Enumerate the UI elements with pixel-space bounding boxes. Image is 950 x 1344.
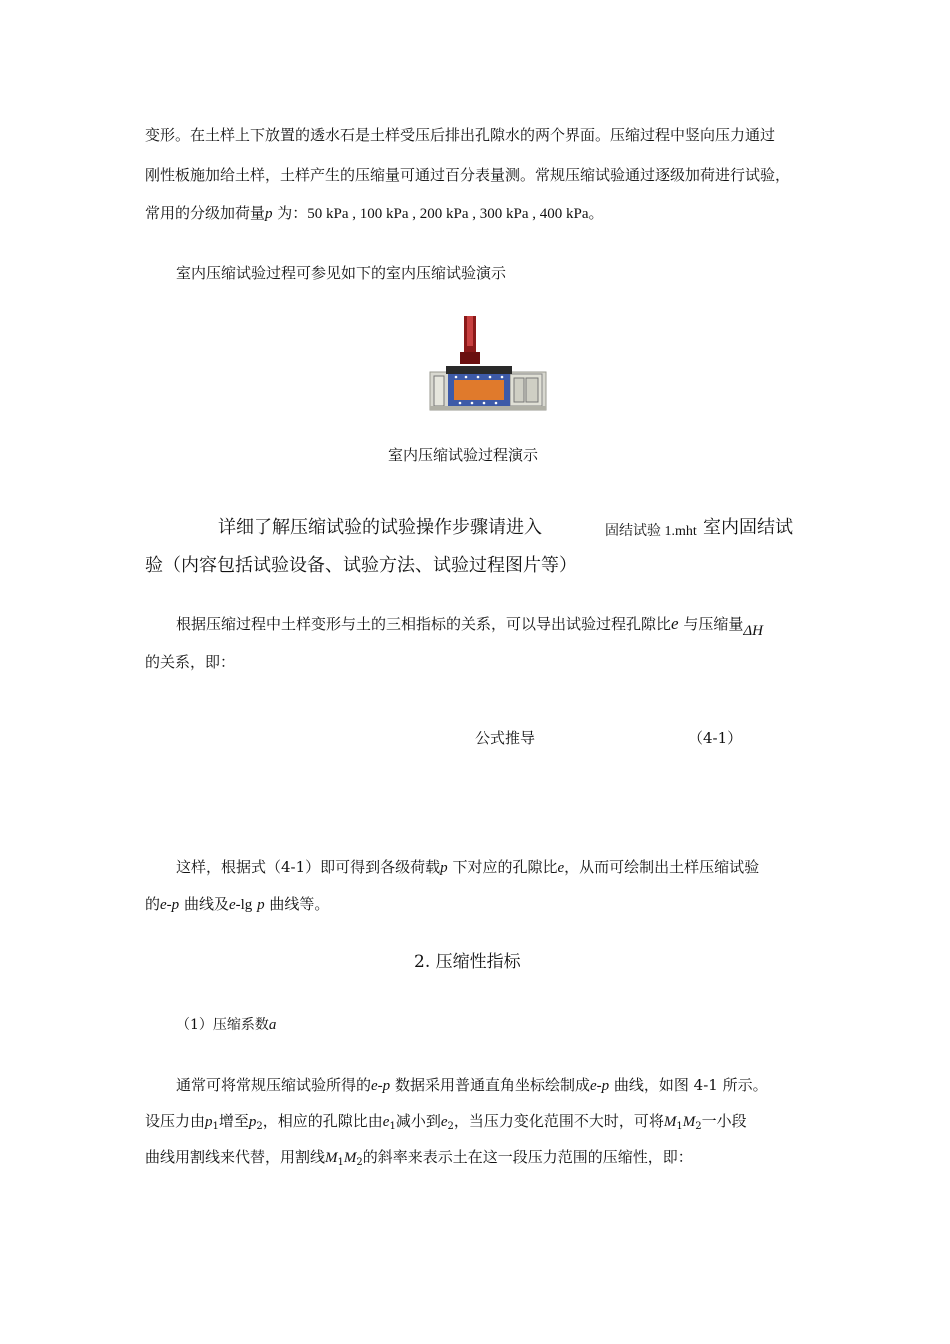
var-e: e	[382, 1114, 390, 1130]
text-run: 这样，根据式（4-1）即可得到各级荷载	[176, 858, 441, 876]
var-delta-h: ΔH	[743, 623, 763, 639]
text-run: ，从而可绘制出土样压缩试验	[564, 858, 760, 876]
text-run: 与压缩量	[678, 615, 744, 633]
subsection-title	[176, 1014, 276, 1034]
var-e-p: e-p	[160, 897, 180, 913]
link-consolidation-test-file[interactable]: 固结试验 1.mht	[605, 524, 697, 539]
apparatus-illustration	[426, 316, 550, 414]
text-run: 通常可将常规压缩试验所得的	[176, 1076, 372, 1094]
paragraph-1-line-3	[145, 202, 604, 223]
var-m: M	[663, 1114, 677, 1130]
var-p: p	[248, 1114, 257, 1130]
var-e: e	[557, 860, 565, 876]
section-title: 2. 压缩性指标	[414, 952, 521, 972]
subscript: 1	[676, 1121, 683, 1132]
var-a: a	[268, 1017, 277, 1033]
subscript: 1	[389, 1121, 396, 1132]
var-e-p: e-p	[371, 1078, 391, 1094]
paragraph-4-line-1	[176, 613, 763, 639]
text-run: 曲线，如图 4-1 所示。	[609, 1076, 768, 1094]
var-e: e	[671, 614, 679, 633]
paragraph-2: 室内压缩试验过程可参见如下的室内压缩试验演示	[176, 264, 507, 282]
formula-label: 公式推导	[475, 729, 536, 747]
var-m: M	[682, 1114, 696, 1130]
text-run: 设压力由	[145, 1112, 206, 1130]
paragraph-6-line-2	[145, 1110, 747, 1132]
text-run: 的斜率来表示土在这一段压力范围的压缩性，即：	[362, 1148, 693, 1166]
paragraph-3-line-1: 详细了解压缩试验的试验操作步骤请进入	[218, 517, 542, 538]
text-run: ，当压力变化范围不大时，可将	[453, 1112, 664, 1130]
text-run: 增至	[218, 1112, 249, 1130]
figure-caption: 室内压缩试验过程演示	[388, 446, 539, 464]
var-p: p	[257, 897, 265, 913]
formula-number: （4-1）	[688, 729, 743, 747]
text-run: 下对应的孔隙比	[447, 858, 558, 876]
var-e: e	[440, 1114, 448, 1130]
paragraph-3-line-1-end: 室内固结试	[703, 517, 793, 538]
subscript: 1	[212, 1121, 219, 1132]
text-run: 根据压缩过程中土样变形与土的三相指标的关系，可以导出试验过程孔隙比	[176, 615, 672, 633]
var-m: M	[343, 1150, 357, 1166]
paragraph-3-line-2: 验（内容包括试验设备、试验方法、试验过程图片等）	[145, 555, 577, 576]
var-e-p: e-p	[589, 1078, 610, 1094]
subscript: 2	[447, 1121, 454, 1132]
text-run: 一小段	[701, 1112, 747, 1130]
var-p: p	[440, 860, 448, 876]
subscript: 2	[695, 1121, 702, 1132]
var-m: M	[325, 1150, 338, 1166]
text-run: 常用的分级加荷量	[145, 204, 266, 222]
paragraph-1-line-1: 变形。在土样上下放置的透水石是土样受压后排出孔隙水的两个界面。压缩过程中竖向压力通过	[145, 126, 776, 144]
text-run: 的	[145, 895, 161, 913]
consolidation-apparatus-figure[interactable]	[426, 316, 550, 414]
text-run: （1）压缩系数	[176, 1017, 269, 1033]
paragraph-1-line-2: 刚性板施加给土样，土样产生的压缩量可通过百分表量测。常规压缩试验通过逐级加荷进行试验，	[145, 166, 791, 184]
text-run: 数据采用普通直角坐标绘制成	[390, 1076, 590, 1094]
text-run: 减小到	[395, 1112, 441, 1130]
var-e: e	[228, 897, 236, 913]
paragraph-6-line-1	[176, 1074, 768, 1095]
text-run: 曲线及	[179, 895, 229, 913]
text-run: ，相应的孔隙比由	[262, 1112, 383, 1130]
load-values: 50 kPa , 100 kPa , 200 kPa , 300 kPa , 400 kPa	[307, 206, 589, 222]
subscript: 2	[256, 1121, 263, 1132]
subscript: 2	[356, 1157, 363, 1168]
var-p: p	[265, 206, 273, 222]
text-run: 曲线等。	[264, 895, 330, 913]
paragraph-6-line-3	[145, 1146, 693, 1168]
var-p: p	[205, 1114, 213, 1130]
subscript: 1	[337, 1157, 344, 1168]
paragraph-5-line-1	[176, 856, 759, 877]
text-lg: -lg	[235, 897, 253, 913]
paragraph-5-line-2	[145, 893, 329, 914]
text-run: 。	[588, 204, 604, 222]
text-run: 曲线用割线来代替，用割线	[145, 1148, 326, 1166]
paragraph-4-line-2: 的关系，即：	[145, 653, 236, 671]
text-run: 为：	[272, 204, 308, 222]
